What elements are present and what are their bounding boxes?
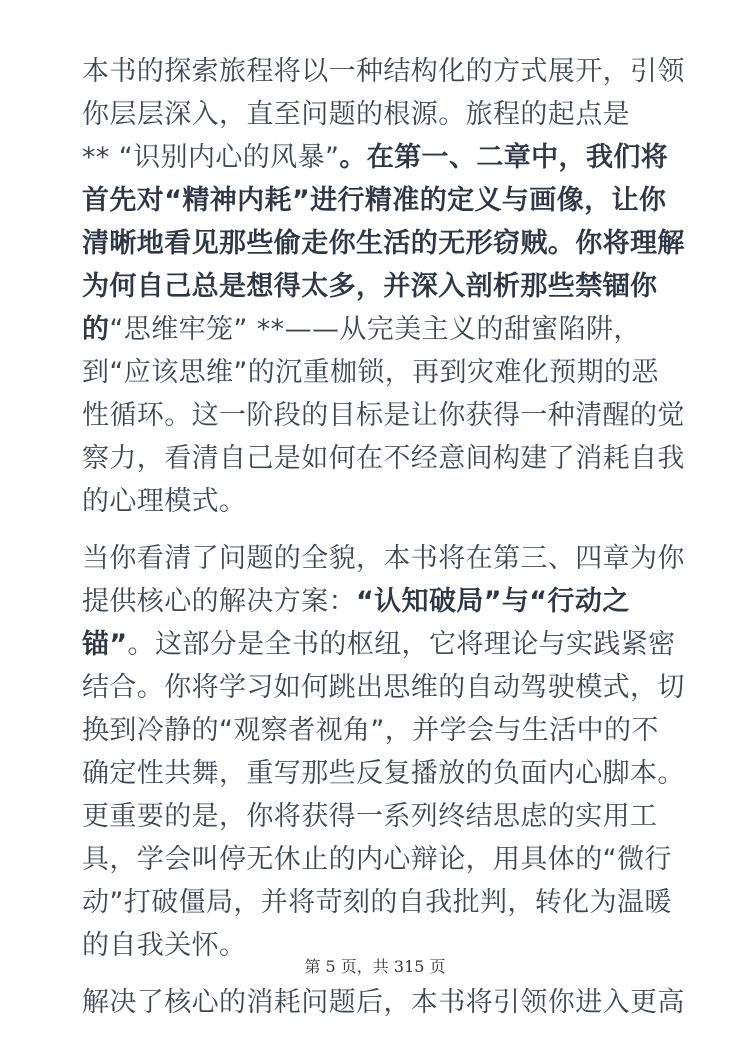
text-segment: 更重要的是，你将获得一系列终结思虑的实用工 bbox=[82, 801, 658, 832]
body-paragraph bbox=[82, 537, 685, 967]
text-line bbox=[82, 838, 672, 881]
text-line bbox=[82, 752, 685, 795]
text-line bbox=[82, 666, 685, 709]
text-segment: 察力，看清自己是如何在不经意间构建了消耗自我 bbox=[82, 443, 685, 474]
text-segment: 本书的探索旅程将以一种结构化的方式展开，引领 bbox=[82, 56, 685, 87]
text-line bbox=[82, 265, 672, 308]
text-line bbox=[82, 709, 672, 752]
text-line bbox=[82, 50, 685, 93]
text-segment: 你层层深入，直至问题的根源。旅程的起点是 bbox=[82, 99, 630, 130]
text-segment: 解决了核心的消耗问题后，本书将引领你进入更高 bbox=[82, 987, 685, 1018]
bold-text-segment: 锚” bbox=[82, 629, 128, 660]
text-line bbox=[82, 537, 685, 580]
bold-text-segment: 的 bbox=[82, 314, 110, 345]
document-page bbox=[82, 50, 685, 1038]
text-line bbox=[82, 437, 685, 480]
body-paragraph bbox=[82, 981, 685, 1024]
text-line bbox=[82, 981, 685, 1024]
text-line bbox=[82, 795, 672, 838]
body-paragraph bbox=[82, 50, 685, 523]
text-line bbox=[82, 179, 672, 222]
text-line bbox=[82, 351, 672, 394]
text-segment: 提供核心的解决方案： bbox=[82, 586, 356, 617]
text-segment: 具，学会叫停无休止的内心辩论，用具体的“微行 bbox=[82, 844, 672, 875]
bold-text-segment: “认知破局”与“行动之 bbox=[356, 586, 630, 617]
text-segment: 到“应该思维”的沉重枷锁，再到灾难化预期的恶 bbox=[82, 357, 659, 388]
text-segment: 。这部分是全书的枢纽，它将理论与实践紧密 bbox=[127, 629, 676, 660]
text-line bbox=[82, 480, 672, 523]
text-segment: 性循环。这一阶段的目标是让你获得一种清醒的觉 bbox=[82, 400, 685, 431]
text-line bbox=[82, 881, 672, 924]
text-segment: 的心理模式。 bbox=[82, 486, 247, 517]
text-segment: 结合。你将学习如何跳出思维的自动驾驶模式，切 bbox=[82, 672, 685, 703]
text-line bbox=[82, 136, 672, 179]
text-segment: 的自我关怀。 bbox=[82, 930, 247, 961]
text-segment: 确定性共舞，重写那些反复播放的负面内心脚本。 bbox=[82, 758, 685, 789]
text-segment: 动”打破僵局，并将苛刻的自我批判，转化为温暖 bbox=[82, 887, 672, 918]
text-line bbox=[82, 623, 676, 666]
text-segment: “思维牢笼” **——从完美主义的甜蜜陷阱， bbox=[109, 314, 641, 345]
text-line bbox=[82, 222, 685, 265]
text-line bbox=[82, 580, 672, 623]
bold-text-segment: 清晰地看见那些偷走你生活的无形窃贼。你将理解 bbox=[82, 228, 685, 259]
text-segment: 换到冷静的“观察者视角”，并学会与生活中的不 bbox=[82, 715, 659, 746]
text-line bbox=[82, 308, 672, 351]
page-number-footer: 第 5 页，共 315 页 bbox=[304, 957, 446, 976]
bold-text-segment: 。在第一、二章中，我们将 bbox=[339, 142, 669, 173]
text-line bbox=[82, 394, 685, 437]
bold-text-segment: 为何自己总是想得太多，并深入剖析那些禁锢你 bbox=[82, 271, 658, 302]
text-segment: 当你看清了问题的全貌，本书将在第三、四章为你 bbox=[82, 543, 685, 574]
text-segment: ** “识别内心的风暴” bbox=[82, 142, 340, 173]
text-line bbox=[82, 93, 672, 136]
bold-text-segment: 首先对“精神内耗”进行精准的定义与画像，让你 bbox=[82, 185, 667, 216]
